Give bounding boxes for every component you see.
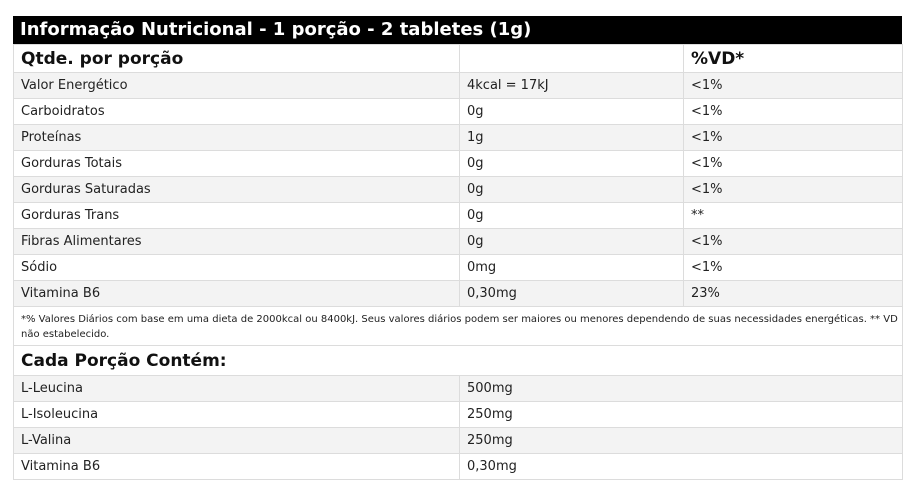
nutrient-name: Gorduras Saturadas [14,177,460,203]
nutrient-amount: 0g [460,203,684,229]
nutrient-vd: <1% [684,99,903,125]
nutrient-amount: 0,30mg [460,281,684,307]
table-row [14,177,903,203]
ingredient-amount: 0,30mg [460,454,903,480]
nutrient-vd: <1% [684,125,903,151]
nutrient-name: Gorduras Totais [14,151,460,177]
ingredient-name: Vitamina B6 [14,454,460,480]
ingredient-amount: 250mg [460,402,903,428]
header-amount [460,45,684,73]
ingredient-name: L-Leucina [14,376,460,402]
table-title: Informação Nutricional - 1 porção - 2 tabletes (1g) [13,16,902,44]
nutrient-vd: <1% [684,177,903,203]
nutrition-facts-panel [13,16,902,480]
nutrient-name: Valor Energético [14,73,460,99]
nutrient-amount: 0g [460,177,684,203]
nutrient-amount: 0mg [460,255,684,281]
nutrient-vd: <1% [684,151,903,177]
ingredient-name: L-Isoleucina [14,402,460,428]
ingredient-amount: 500mg [460,376,903,402]
table-row [14,99,903,125]
section-header-row [14,346,903,376]
nutrition-table [13,44,903,480]
nutrient-name: Fibras Alimentares [14,229,460,255]
nutrient-amount: 0g [460,99,684,125]
table-row [14,73,903,99]
nutrient-amount: 0g [460,151,684,177]
nutrient-vd: <1% [684,73,903,99]
table-row [14,203,903,229]
header-daily-value: %VD* [684,45,903,73]
table-row [14,281,903,307]
nutrient-vd: ** [684,203,903,229]
table-header-row [14,45,903,73]
nutrient-name: Gorduras Trans [14,203,460,229]
nutrient-amount: 4kcal = 17kJ [460,73,684,99]
table-row [14,454,903,480]
nutrient-name: Carboidratos [14,99,460,125]
table-row [14,229,903,255]
ingredient-name: L-Valina [14,428,460,454]
table-row [14,125,903,151]
nutrient-name: Vitamina B6 [14,281,460,307]
table-row [14,151,903,177]
nutrient-name: Proteínas [14,125,460,151]
nutrient-vd: 23% [684,281,903,307]
table-row [14,428,903,454]
nutrient-vd: <1% [684,255,903,281]
nutrient-amount: 0g [460,229,684,255]
section-title: Cada Porção Contém: [14,346,903,376]
table-row [14,255,903,281]
table-row [14,402,903,428]
nutrient-vd: <1% [684,229,903,255]
header-serving-qty: Qtde. por porção [14,45,460,73]
footnote-row [14,307,903,346]
nutrient-name: Sódio [14,255,460,281]
ingredient-amount: 250mg [460,428,903,454]
nutrient-amount: 1g [460,125,684,151]
table-row [14,376,903,402]
footnote: *% Valores Diários com base em uma dieta de 2000kcal ou 8400kJ. Seus valores diários podem ser maiores ou menores dependendo de suas necessidades energéticas. ** VD não estabelecido. [14,307,903,346]
